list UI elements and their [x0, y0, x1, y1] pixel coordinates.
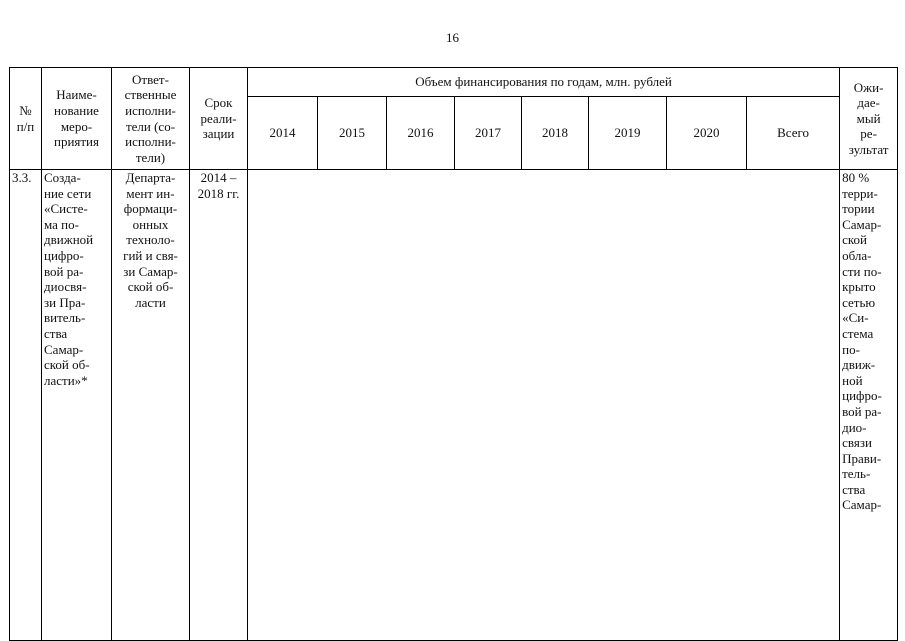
header-funding: Объем финансирования по годам, млн. рублей [248, 68, 840, 97]
row-result: 80 % терри- тории Самар- ской обла- сти по- крыто сетью «Си- стема по- движ- ной цифро- вой ра- дио- связи Прави- тель- ства Самар- [840, 170, 898, 641]
header-total: Всего [747, 97, 840, 170]
row-value [318, 170, 387, 641]
header-year: 2018 [522, 97, 589, 170]
row-name: Созда- ние сети «Систе- ма по- движной цифро- вой ра- диосвя- зи Пра- витель- ства Самар- ской об- ласти»* [42, 170, 112, 641]
row-value [522, 170, 589, 641]
header-year: 2017 [455, 97, 522, 170]
row-value [589, 170, 667, 641]
row-total [747, 170, 840, 641]
page-number: 16 [446, 30, 459, 45]
header-year: 2016 [387, 97, 455, 170]
row-value [667, 170, 747, 641]
header-num: № п/п [10, 68, 42, 170]
funding-table [9, 67, 898, 641]
row-value [455, 170, 522, 641]
header-period: Срок реали- зации [190, 68, 248, 170]
header-year: 2020 [667, 97, 747, 170]
row-value [387, 170, 455, 641]
header-name: Наиме- нование меро- приятия [42, 68, 112, 170]
header-result: Ожи- дае- мый ре- зультат [840, 68, 898, 170]
table-row [10, 170, 898, 641]
header-year: 2015 [318, 97, 387, 170]
header-year: 2019 [589, 97, 667, 170]
row-value [248, 170, 318, 641]
header-responsible: Ответ- ственные исполни- тели (со- исполни- тели) [112, 68, 190, 170]
header-year: 2014 [248, 97, 318, 170]
row-responsible: Департа- мент ин- формаци- онных техноло- гий и свя- зи Самар- ской об- ласти [112, 170, 190, 641]
row-num: 3.3. [10, 170, 42, 641]
row-period: 2014 – 2018 гг. [190, 170, 248, 641]
